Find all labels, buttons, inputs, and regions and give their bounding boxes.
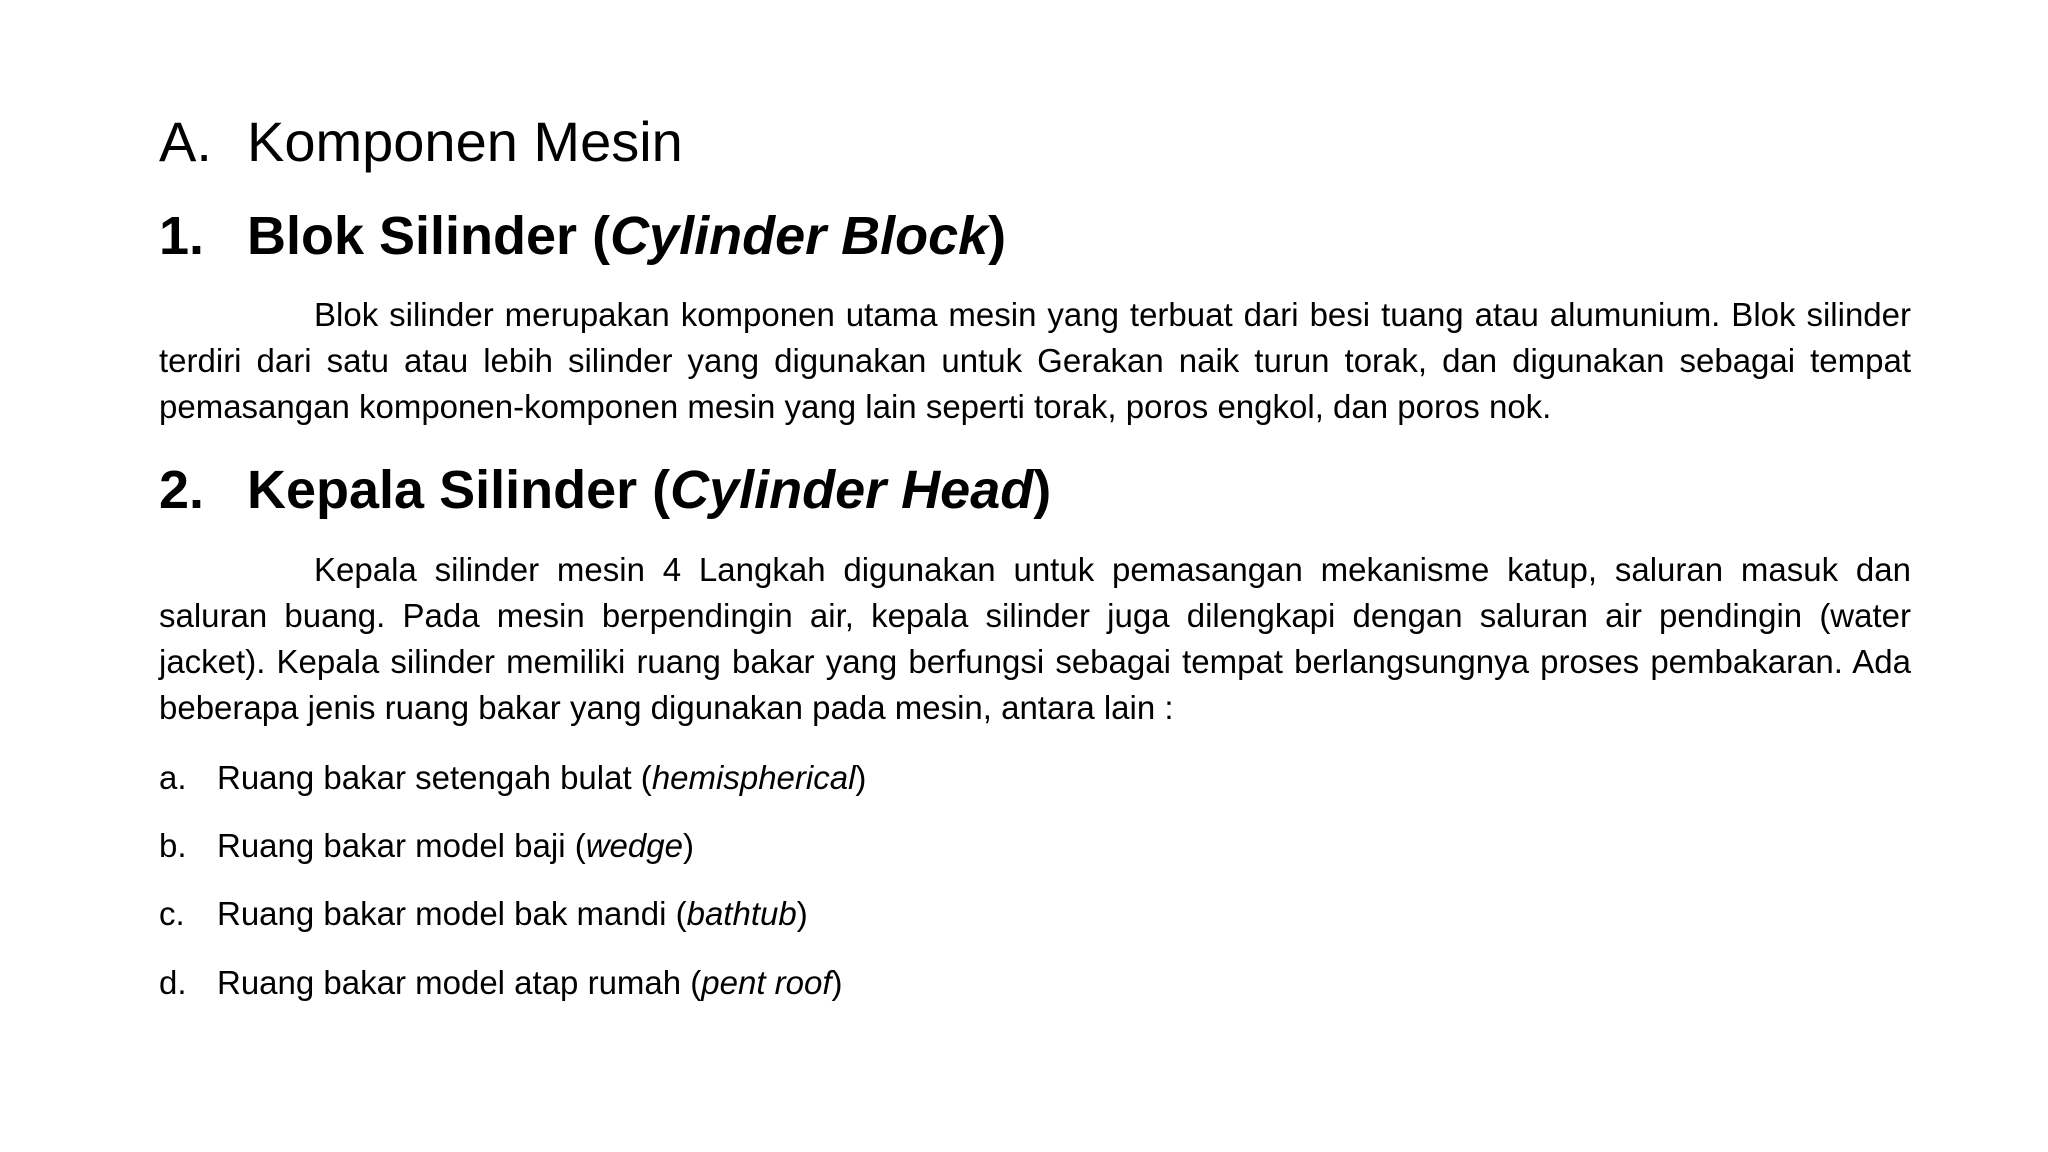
- paragraph-cylinder-block: Blok silinder merupakan komponen utama mesin yang terbuat dari besi tuang atau alumunium. Blok silinder terdiri dari satu atau lebih silinder yang digunakan untuk Gerakan naik turun torak, dan digunakan sebagai tempat pemasangan komponen-komponen mesin yang lain seperti torak, poros engkol, dan poros nok.: [159, 296, 1911, 425]
- list-italic: pent roof: [701, 964, 832, 1001]
- list-item-bathtub: [159, 891, 808, 937]
- list-marker: d.: [159, 964, 187, 1001]
- section-heading: [159, 108, 683, 176]
- list-text: Ruang bakar model baji (: [217, 827, 586, 864]
- list-close: ): [831, 964, 843, 1001]
- heading-text: Kepala Silinder (: [247, 460, 671, 520]
- list-marker: c.: [159, 895, 185, 932]
- heading-cylinder-block: [159, 204, 1006, 268]
- section-title: Komponen Mesin: [247, 110, 683, 173]
- paragraph-cylinder-head: Kepala silinder mesin 4 Langkah digunakan untuk pemasangan mekanisme katup, saluran masuk dan saluran buang. Pada mesin berpendingin air, kepala silinder juga dilengkapi dengan saluran air pendingin (water jacket). Kepala silinder memiliki ruang bakar yang berfungsi sebagai tempat berlangsungnya proses pembakaran. Ada beberapa jenis ruang bakar yang digunakan pada mesin, antara lain :: [159, 551, 1911, 726]
- list-italic: hemispherical: [651, 759, 856, 796]
- list-item-hemispherical: [159, 755, 866, 801]
- heading-number: 2.: [159, 460, 205, 520]
- list-text: Ruang bakar setengah bulat (: [217, 759, 652, 796]
- slide: [159, 0, 1911, 1152]
- list-item-pent-roof: [159, 960, 843, 1006]
- list-close: ): [855, 759, 867, 796]
- list-close: ): [682, 827, 694, 864]
- section-number: A.: [159, 110, 212, 173]
- heading-number: 1.: [159, 206, 205, 266]
- list-text: Ruang bakar model atap rumah (: [217, 964, 702, 1001]
- list-item-wedge: [159, 823, 694, 869]
- heading-close: ): [1033, 460, 1052, 520]
- list-text: Ruang bakar model bak mandi (: [217, 895, 687, 932]
- list-close: ): [796, 895, 808, 932]
- list-marker: a.: [159, 759, 187, 796]
- heading-close: ): [988, 206, 1007, 266]
- heading-cylinder-head: [159, 458, 1051, 522]
- heading-text: Blok Silinder (: [247, 206, 611, 266]
- list-marker: b.: [159, 827, 187, 864]
- heading-italic: Cylinder Head: [670, 460, 1034, 520]
- list-italic: bathtub: [686, 895, 797, 932]
- heading-italic: Cylinder Block: [610, 206, 989, 266]
- list-italic: wedge: [585, 827, 683, 864]
